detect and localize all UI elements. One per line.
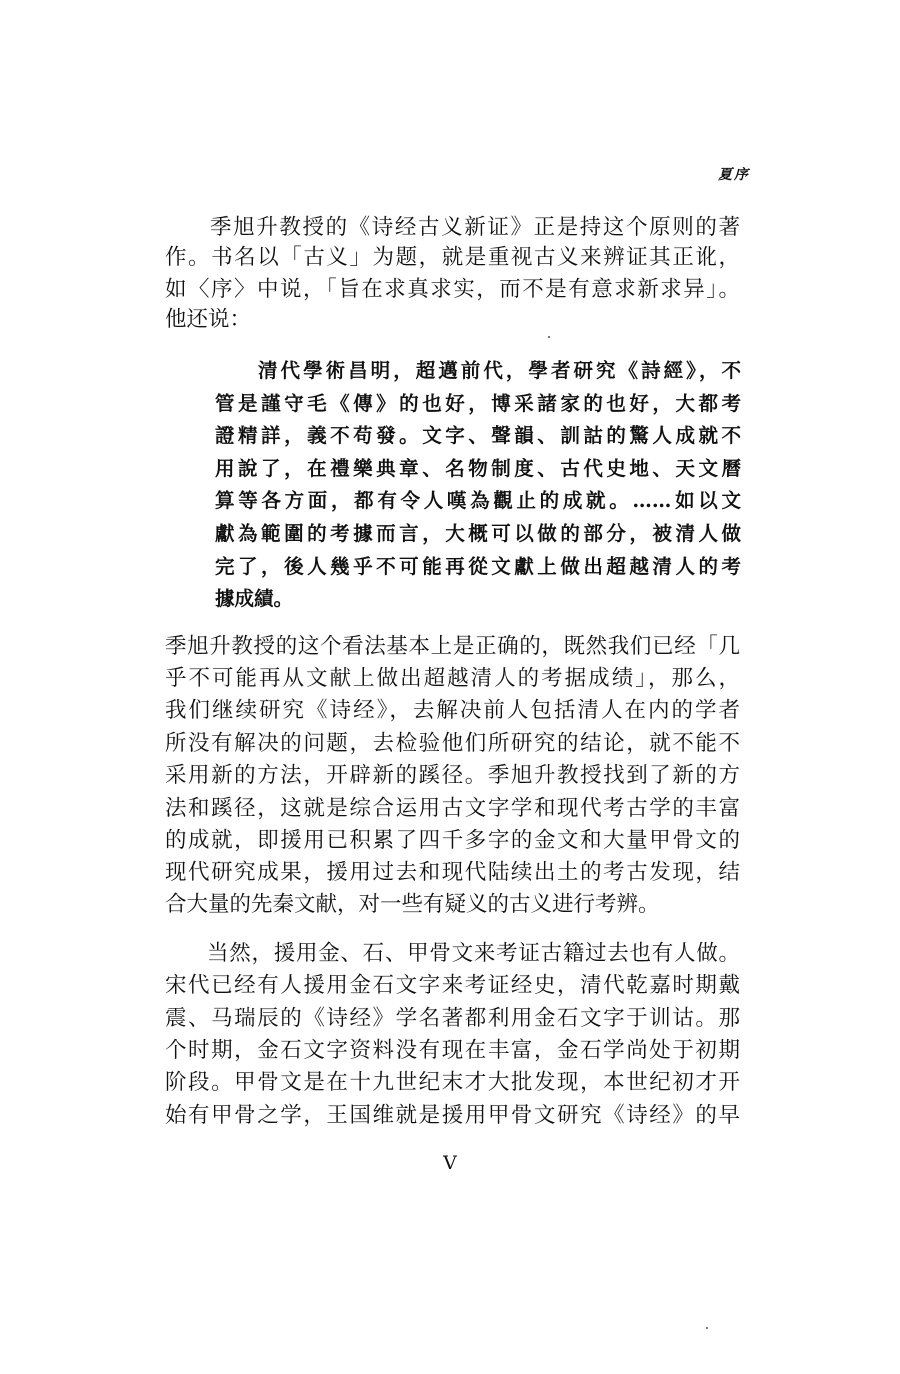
text-line: 阶段。甲骨文是在十九世纪末才大批发现，本世纪初才开 [165, 1070, 740, 1095]
text-line: 的成就，即援用已积累了四千多字的金文和大量甲骨文的 [165, 828, 740, 853]
text-line: 乎不可能再从文献上做出超越清人的考据成绩」，那么， [165, 666, 740, 691]
running-header: 夏序 [718, 167, 750, 183]
text-line: 作。书名以「古义」为题，就是重视古义来辨证其正讹， [165, 245, 740, 270]
text-line: 他还说： [165, 307, 252, 332]
text-line: 我们继续研究《诗经》，去解决前人包括清人在内的学者 [165, 698, 740, 723]
text-line: 震、马瑞辰的《诗经》学名著都利用金石文字于训诂。那 [165, 1006, 740, 1031]
text-line: 合大量的先秦文献，对一些有疑义的古义进行考辨。 [165, 892, 660, 917]
page-number: V [443, 1152, 457, 1174]
text-line: 始有甲骨之学，王国维就是援用甲骨文研究《诗经》的早 [165, 1103, 740, 1128]
quote-line: 獻為範圍的考據而言，大概可以做的部分，被清人做 [215, 522, 741, 545]
scan-speck [706, 1327, 708, 1329]
text-line: 所没有解决的问题，去检验他们所研究的结论，就不能不 [165, 731, 740, 756]
text-line: 采用新的方法，开辟新的蹊径。季旭升教授找到了新的方 [165, 763, 740, 788]
quote-line: 完了，後人幾乎不可能再從文獻上做出超越清人的考 [215, 555, 741, 578]
quote-line: 證精詳，義不苟發。文字、聲韻、訓詁的驚人成就不 [215, 424, 741, 447]
quote-line: 用說了，在禮樂典章、名物制度、古代史地、天文曆 [215, 457, 741, 480]
text-line: 宋代已经有人援用金石文字来考证经史，清代乾嘉时期戴 [165, 973, 740, 998]
text-line: 季旭升教授的《诗经古义新证》正是持这个原则的著 [210, 215, 740, 240]
quote-line: 據成績。 [215, 587, 294, 610]
text-line: 法和蹊径，这就是综合运用古文字学和现代考古学的丰富 [165, 796, 740, 821]
scan-speck [548, 336, 550, 338]
text-line: 现代研究成果，援用过去和现代陆续出土的考古发现，结 [165, 860, 740, 885]
quote-line: 管是謹守毛《傳》的也好，博采諸家的也好，大都考 [215, 392, 741, 415]
quote-line: 清代學術昌明，超邁前代，學者研究《詩經》，不 [258, 359, 741, 382]
quote-line: 算等各方面，都有令人嘆為觀止的成就。……如以文 [215, 489, 741, 512]
text-line: 个时期，金石文字资料没有现在丰富，金石学尚处于初期 [165, 1038, 740, 1063]
text-line: 如〈序〉中说，「旨在求真求实，而不是有意求新求异」。 [165, 277, 740, 302]
text-line: 当然，援用金、石、甲骨文来考证古籍过去也有人做。 [207, 941, 740, 966]
text-line: 季旭升教授的这个看法基本上是正确的，既然我们已经「几 [165, 634, 740, 659]
